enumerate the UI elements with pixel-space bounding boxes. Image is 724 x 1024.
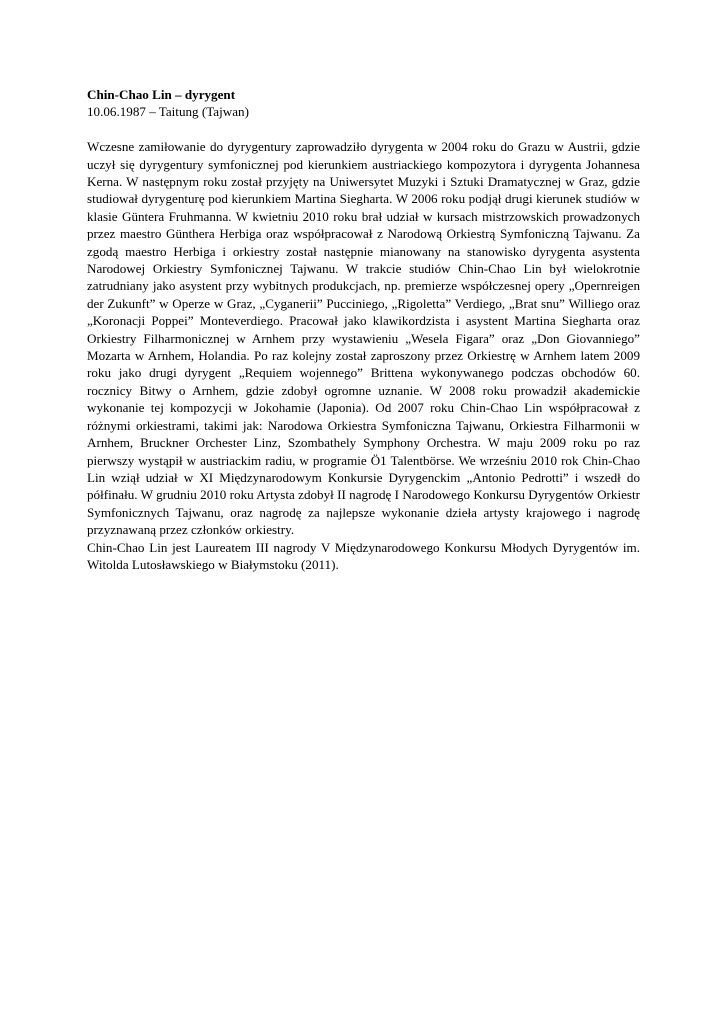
document-subtitle: 10.06.1987 – Taitung (Tajwan) bbox=[87, 104, 249, 120]
document-title: Chin-Chao Lin – dyrygent bbox=[87, 87, 236, 102]
document-page bbox=[87, 86, 640, 573]
biography-paragraph-1: Wczesne zamiłowanie do dyrygentury zaprowadziło dyrygenta w 2004 roku do Grazu w Austrii, gdzie uczył się dyrygentury symfonicznej pod kierunkiem austriackiego kompozytora i dyrygenta Johannesa Kerna. W następnym roku został przyjęty na Uniwersytet Muzyki i Sztuki Dramatycznej w Graz, gdzie studiował dyrygenturę pod kierunkiem Martina Siegharta. W 2006 roku podjął drugi kierunek studiów w klasie Güntera Fruhmanna. W kwietniu 2010 roku brał udział w kursach mistrzowskich prowadzonych przez maestro Günthera Herbiga oraz współpracował z Narodową Orkiestrą Symfoniczną Tajwanu. Za zgodą maestro Herbiga i orkiestry został następnie mianowany na stanowisko dyrygenta asystenta Narodowej Orkiestry Symfonicznej Tajwanu. W trakcie studiów Chin-Chao Lin był wielokrotnie zatrudniany jako asystent przy wybitnych produkcjach, np. premierze współczesnej opery „Opernreigen der Zukunft” w Operze w Graz, „Cyganerii” Pucciniego, „Rigoletta” Verdiego, „Brat snu” Williego oraz „Koronacji Poppei” Monteverdiego. Pracował jako klawikordzista i asystent Martina Siegharta oraz Orkiestry Filharmonicznej w Arnhem przy wystawieniu „Wesela Figara” oraz „Don Giovanniego” Mozarta w Arnhem, Holandia. Po raz kolejny został zaproszony przez Orkiestrę w Arnhem latem 2009 roku jako drugi dyrygent „Requiem wojennego” Brittena wykonywanego podczas obchodów 60. rocznicy Bitwy o Arnhem, gdzie zdobył ogromne uznanie. W 2008 roku prowadził akademickie wykonanie tej kompozycji w Jokohamie (Japonia). Od 2007 roku Chin-Chao Lin współpracował z różnymi orkiestrami, takimi jak: Narodowa Orkiestra Symfoniczna Tajwanu, Orkiestra Filharmonii w Arnhem, Bruckner Orchester Linz, Szombathely Symphony Orchestra. W maju 2009 roku po raz pierwszy wystąpił w austriackim radiu, w programie Ö1 Talentbörse. We wrześniu 2010 rok Chin-Chao Lin wziął udział w XI Międzynarodowym Konkursie Dyrygenckim „Antonio Pedrotti” i wszedł do półfinału. W grudniu 2010 roku Artysta zdobył II nagrodę I Narodowego Konkursu Dyrygentów Orkiestr Symfonicznych Tajwanu, oraz nagrodę za najlepsze wykonanie dzieła artysty krajowego i nagrodę przyznawaną przez członków orkiestry. bbox=[87, 139, 640, 538]
biography-paragraph-2: Chin-Chao Lin jest Laureatem III nagrody V Międzynarodowego Konkursu Młodych Dyrygentów im. Witolda Lutosławskiego w Białymstoku (2011). bbox=[87, 539, 640, 572]
